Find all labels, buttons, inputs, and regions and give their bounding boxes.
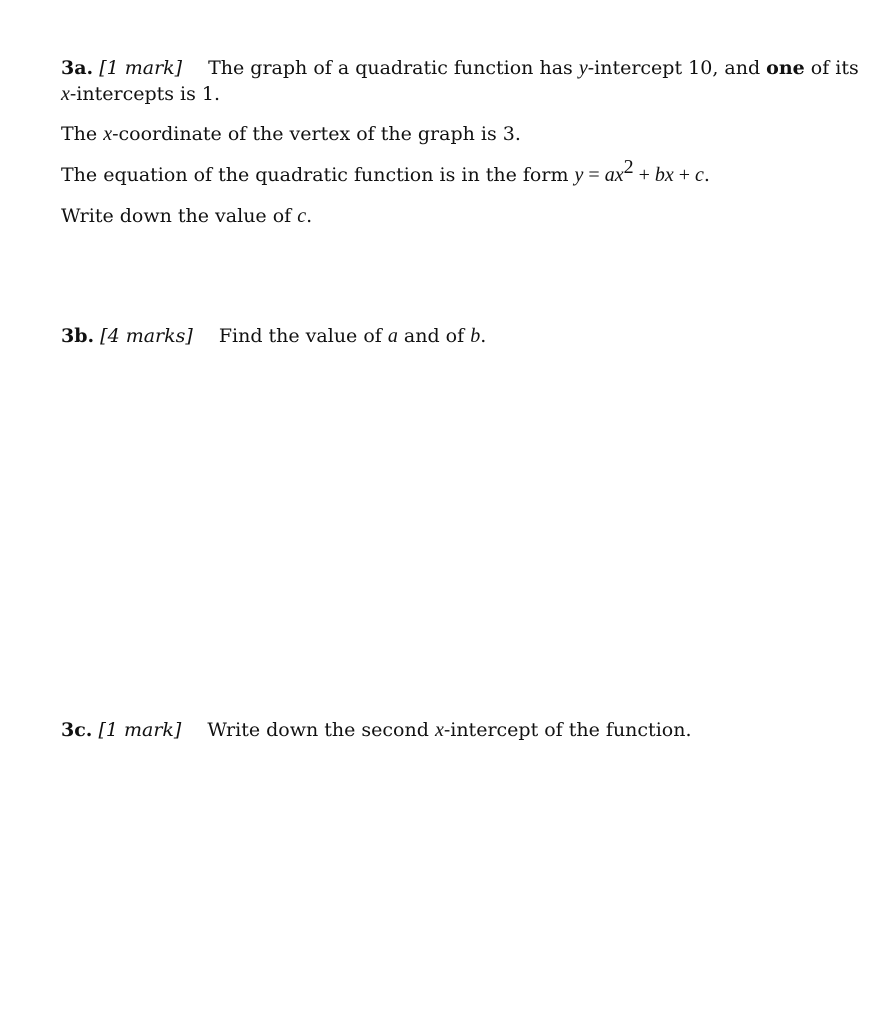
question-3a-line-2: x-intercepts is 1. xyxy=(61,83,221,105)
question-number: 3c. xyxy=(61,719,93,741)
emphasis-text: one xyxy=(766,57,805,79)
math-variable: b xyxy=(470,325,481,347)
question-number: 3a. xyxy=(61,57,94,79)
question-marks: [4 marks] xyxy=(100,325,193,347)
math-variable: x xyxy=(434,719,444,741)
quadratic-equation: $y = ax^2$ + bx + c xyxy=(574,156,704,186)
question-marks: [1 mark] xyxy=(99,57,183,79)
math-variable: c xyxy=(297,205,307,227)
question-marks: [1 mark] xyxy=(98,719,182,741)
question-3a-line-5: Write down the value of c. xyxy=(61,205,313,227)
math-variable: x xyxy=(103,123,113,145)
question-3b-line-1: 3b. [4 marks] Find the value of a and of b. xyxy=(61,325,487,347)
question-3a-line-1: 3a. [1 mark] The graph of a quadratic function has y-intercept 10, and one of its xyxy=(61,57,859,79)
question-3a-line-3: The x-coordinate of the vertex of the graph is 3. xyxy=(61,123,521,145)
question-number: 3b. xyxy=(61,325,95,347)
question-3c-line-1: 3c. [1 mark] Write down the second x-intercept of the function. xyxy=(61,719,692,741)
math-variable: a xyxy=(387,325,398,347)
math-variable: y xyxy=(578,57,588,79)
math-variable: x xyxy=(61,83,70,105)
question-3a-line-4: The equation of the quadratic function is in the form $y = ax^2$ + bx + c. xyxy=(61,156,710,186)
